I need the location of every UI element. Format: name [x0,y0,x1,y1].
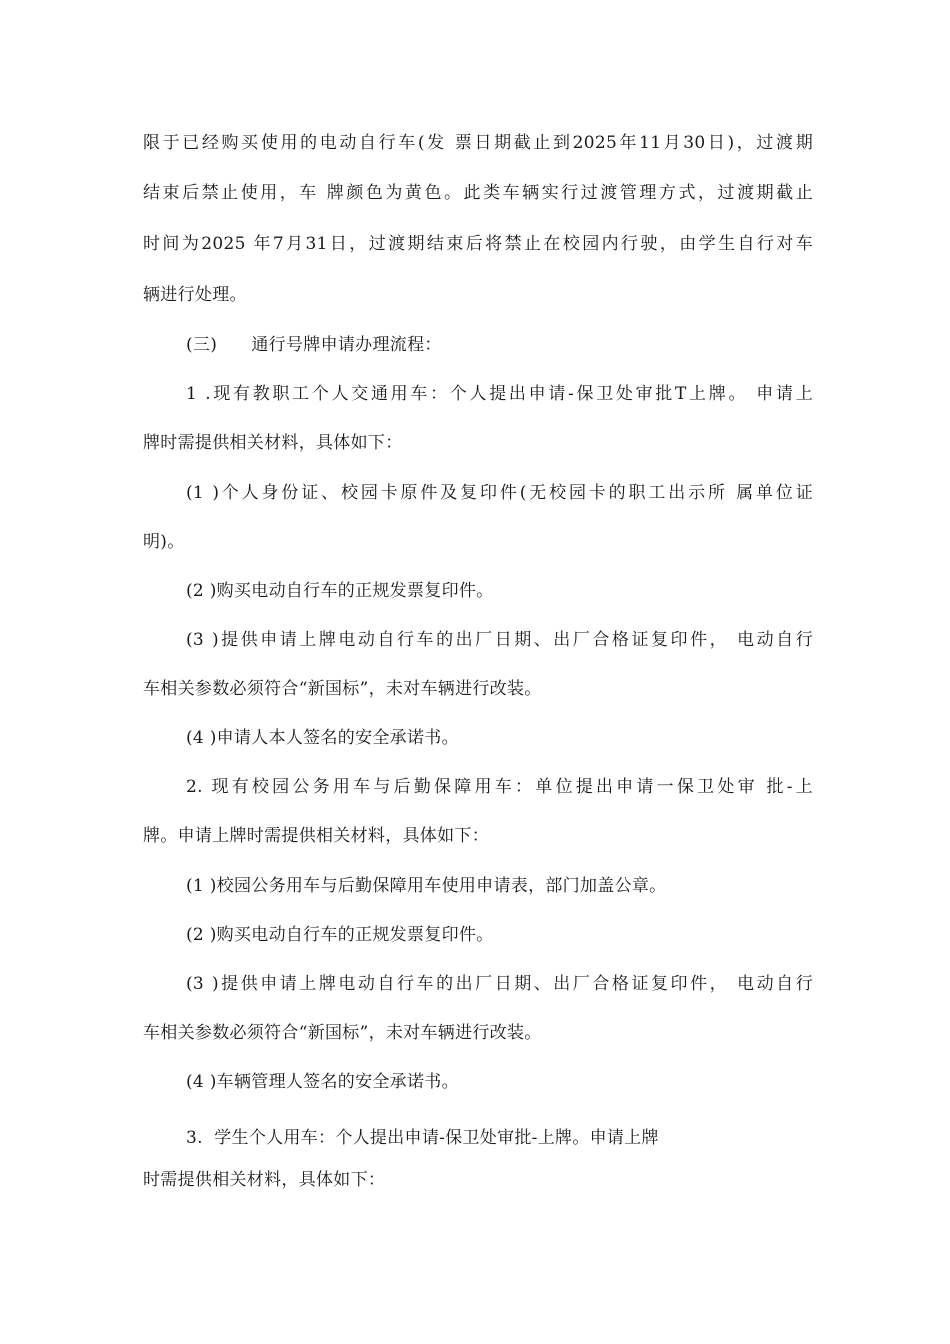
list-item: (3 )提供申请上牌电动自行车的出厂日期、出厂合格证复印件， 电动自行 [186,630,813,650]
paragraph-line: 辆进行处理。 [143,285,247,305]
list-item-heading: 1 .现有教职工个人交通用车：个人提出申请-保卫处审批T上牌。 申请上 [186,384,813,404]
list-item: (2 )购买电动自行车的正规发票复印件。 [186,581,494,601]
list-item: (4 )申请人本人签名的安全承诺书。 [186,728,459,748]
list-item: (3 )提供申请上牌电动自行车的出厂日期、出厂合格证复印件， 电动自行 [186,974,813,994]
paragraph-line: 牌。申请上牌时需提供相关材料，具体如下： [143,826,489,846]
paragraph-line: 牌时需提供相关材料，具体如下： [143,433,403,453]
list-item: (4 )车辆管理人签名的安全承诺书。 [186,1072,459,1092]
paragraph-line: 时需提供相关材料，具体如下： [143,1170,386,1190]
list-item: (1 )校园公务用车与后勤保障用车使用申请表，部门加盖公章。 [186,876,667,896]
section-heading: (三) 通行号牌申请办理流程： [186,335,442,355]
paragraph-line: 明)。 [143,532,185,552]
paragraph-line: 车相关参数必须符合“新国标”，未对车辆进行改装。 [143,1023,542,1043]
list-item: (1 )个人身份证、校园卡原件及复印件(无校园卡的职工出示所 属单位证 [186,483,813,503]
paragraph-line: 车相关参数必须符合“新国标”，未对车辆进行改装。 [143,679,542,699]
list-item-heading: 3. 学生个人用车：个人提出申请-保卫处审批-上牌。申请上牌 [186,1128,659,1148]
paragraph-line: 时间为2025 年7月31日，过渡期结束后将禁止在校园内行驶，由学生自行对车 [143,234,813,254]
paragraph-line: 限于已经购买使用的电动自行车(发 票日期截止到2025年11月30日)，过渡期 [143,133,813,153]
list-item: (2 )购买电动自行车的正规发票复印件。 [186,925,494,945]
list-item-heading: 2. 现有校园公务用车与后勤保障用车：单位提出申请一保卫处审 批-上 [186,777,813,797]
paragraph-line: 结束后禁止使用，车 牌颜色为黄色。此类车辆实行过渡管理方式，过渡期截止 [143,183,813,203]
